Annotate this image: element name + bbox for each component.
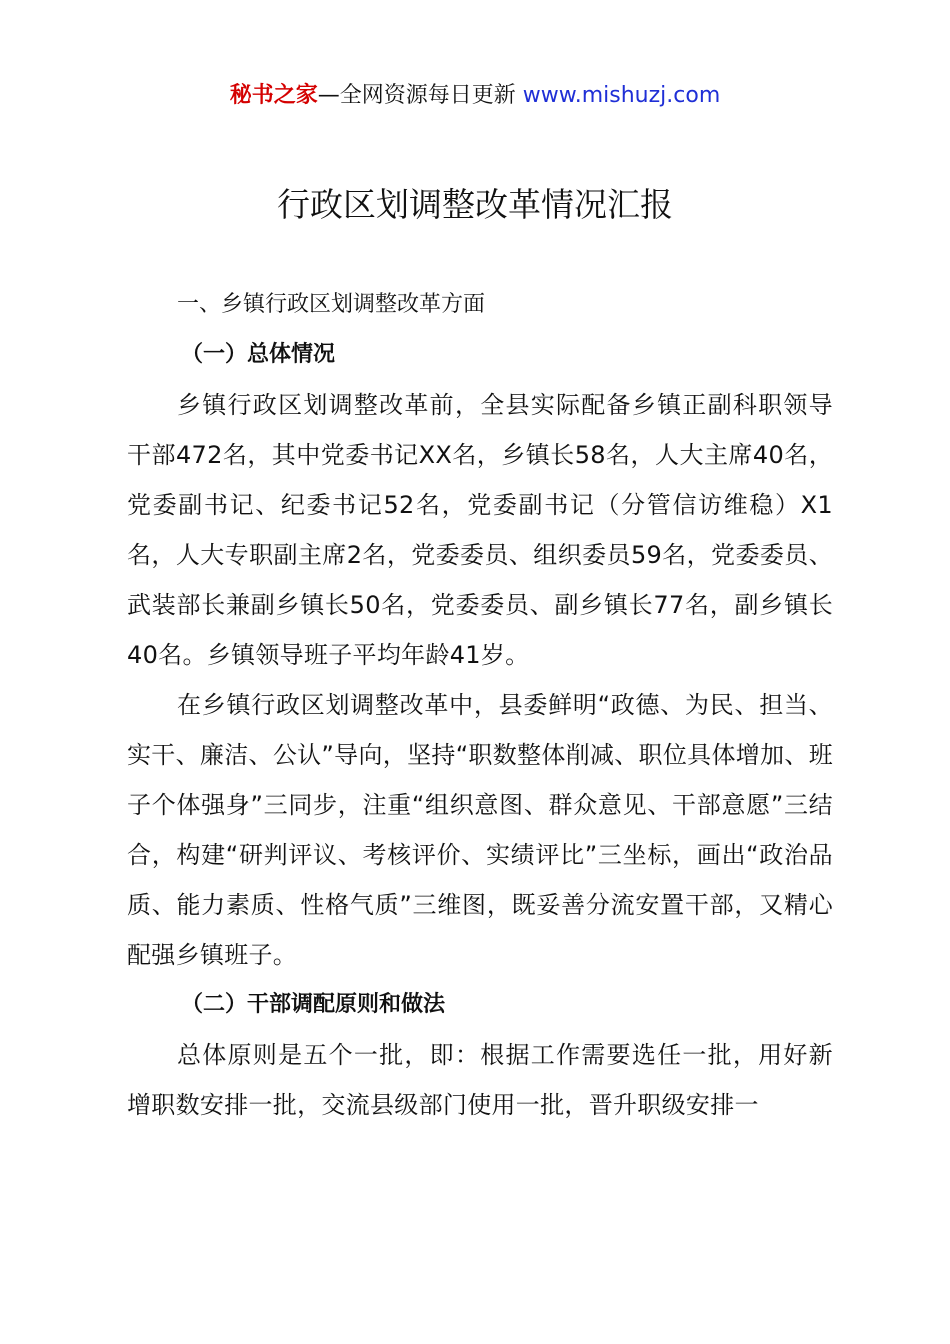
site-brand: 秘书之家 [229,83,318,108]
paragraph-3: 总体原则是五个一批，即：根据工作需要选任一批，用好新增职数安排一批，交流县级部门使用一批，晋升职级安排一 [127,1041,833,1119]
section-heading-1: 一、乡镇行政区划调整改革方面 [177,292,486,317]
site-tagline: —全网资源每日更新 [317,83,523,108]
document-body [127,280,833,1130]
site-header [0,80,950,112]
subsection-heading-2: （二）干部调配原则和做法 [181,992,446,1017]
subsection-heading-1: （一）总体情况 [181,342,336,367]
document-title: 行政区划调整改革情况汇报 [277,185,673,224]
site-url-link[interactable]: www.mishuzj.com [522,83,721,108]
paragraph-1: 乡镇行政区划调整改革前，全县实际配备乡镇正副科职领导干部472名，其中党委书记XX名，乡镇长58名，人大主席40名，党委副书记、纪委书记52名，党委副书记（分管信访维稳）X1名，人大专职副主席2名，党委委员、组织委员59名，党委委员、武装部长兼副乡镇长50名，党委委员、副乡镇长77名，副乡镇长40名。乡镇领导班子平均年龄41岁。 [127,391,833,669]
paragraph-2: 在乡镇行政区划调整改革中，县委鲜明“政德、为民、担当、实干、廉洁、公认”导向，坚持“职数整体削减、职位具体增加、班子个体强身”三同步，注重“组织意图、群众意见、干部意愿”三结合，构建“研判评议、考核评价、实绩评比”三坐标，画出“政治品质、能力素质、性格气质”三维图，既妥善分流安置干部，又精心配强乡镇班子。 [127,691,833,969]
